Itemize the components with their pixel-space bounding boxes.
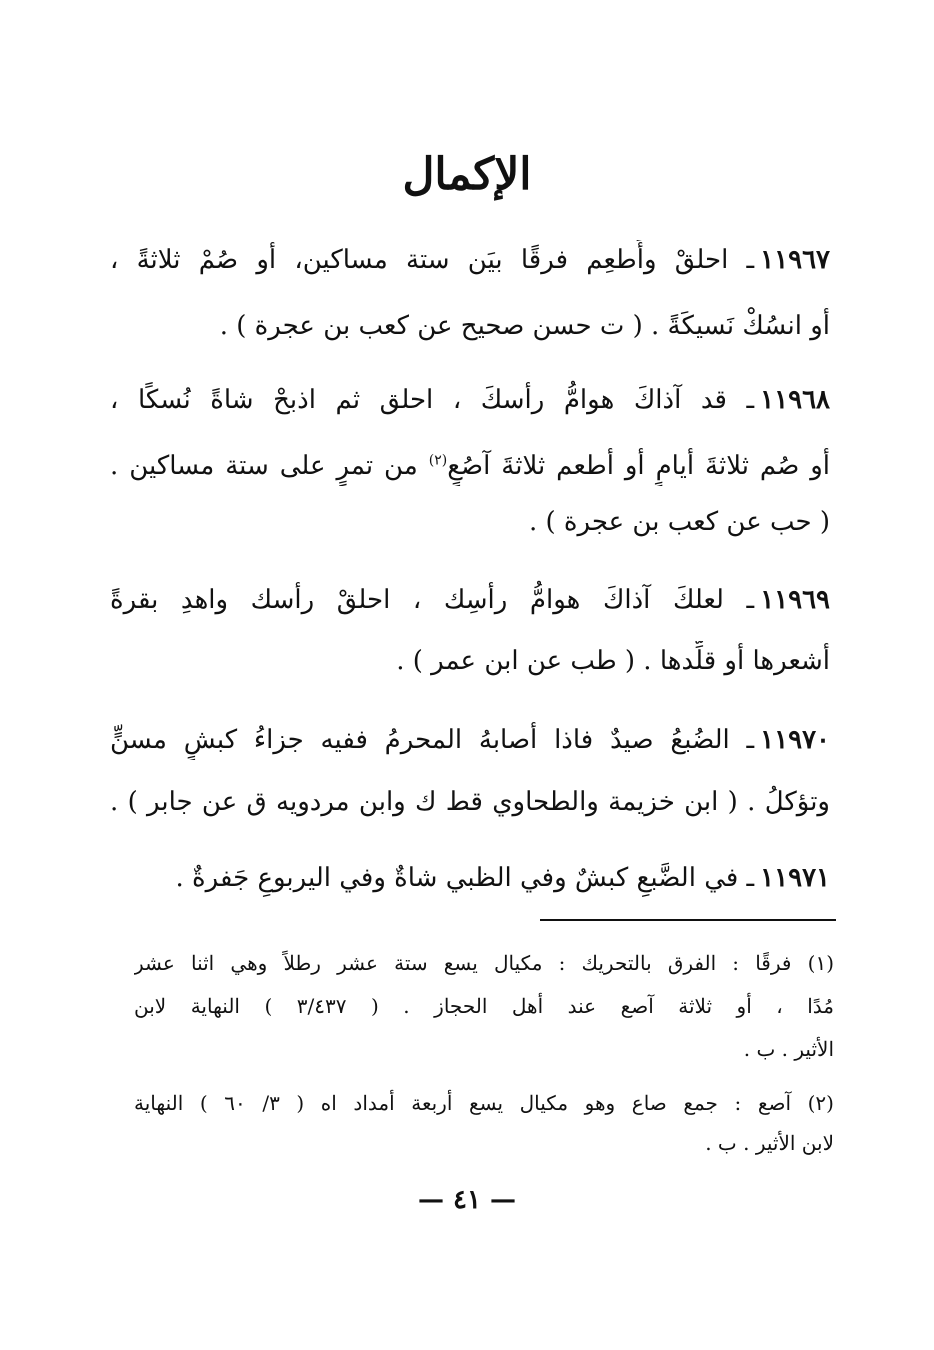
entry-number: ١١٩٧٠ (760, 725, 830, 755)
entry-11969-line-1 (110, 580, 830, 620)
entry-number: ١١٩٦٨ (760, 385, 830, 415)
footnote-1-line-1: (١) فرقًا : الفرق بالتحريك : مكيال يسع ستة عشر رطلاً وهي اثنا عشر (134, 951, 834, 975)
entry-number: ١١٩٧١ (760, 863, 830, 893)
footnote-marker: (٢) (428, 452, 448, 469)
entry-11967-line-2: أو انسُكْ نَسيكَةً . ( ت حسن صحيح عن كعب بن عجرة ) . (219, 311, 830, 341)
entry-text: من تمرٍ على ستة مساكين . (110, 451, 418, 481)
entry-11970-line-1 (110, 720, 830, 760)
entry-text: أو صُم ثلاثةَ أيامٍ أو أطعم ثلاثةَ آصُعٍ (447, 451, 830, 481)
entry-text: ـ الضُبعُ صيدٌ فاذا أصابهُ المحرمُ ففيه جزاءُ كبشٍ مسنٍّ (110, 725, 755, 755)
entry-text: ـ لعلكَ آذاكَ هوامُّ رأسِك ، احلقْ رأسك واهدِ بقرةً (110, 585, 755, 615)
footnote-2-line-2: لابن الأثير . ب . (705, 1131, 834, 1155)
entry-11970-line-2: وتؤكلُ . ( ابن خزيمة والطحاوي قط ك وابن مردويه ق عن جابر ) . (110, 787, 830, 817)
footnote-divider (540, 919, 836, 921)
entry-11969-line-2: أشعرها أو قلِّدها . ( طب عن ابن عمر ) . (396, 646, 830, 676)
entry-number: ١١٩٦٧ (760, 245, 830, 275)
entry-11967-line-1 (110, 240, 830, 280)
entry-text: ـ احلقْ وأَطعِم فرقًا بيَن ستة مساكين، أو صُمْ ثلاثةً ، (110, 245, 755, 275)
page-title: الإكمال (402, 149, 532, 200)
entry-text: ـ قد آذاكَ هوامُّ رأسكَ ، احلق ثم اذبحْ شاةً نُسكًا ، (110, 385, 755, 415)
footnote-1-line-3: الأثير . ب . (743, 1037, 834, 1061)
entry-11971-line-1 (110, 858, 830, 898)
entry-11968-line-2 (110, 446, 830, 486)
footnote-2-line-1: (٢) آصع : جمع صاع وهو مكيال يسع أربعة أمداد اه ( ٣/ ٦٠ ) النهاية (134, 1091, 834, 1115)
page-number: — ٤١ — (417, 1185, 517, 1215)
entry-11968-line-3: ( حب عن كعب بن عجرة ) . (528, 507, 830, 537)
entry-number: ١١٩٦٩ (760, 585, 830, 615)
entry-text: ـ في الضَّبعِ كبشٌ وفي الظبي شاةٌ وفي اليربوعِ جَفرةٌ . (175, 863, 755, 893)
footnote-1-line-2: مُدًا ، أو ثلاثة آصع عند أهل الحجاز . ( ٣/٤٣٧ ) النهاية لابن (134, 994, 834, 1018)
entry-11968-line-1 (110, 380, 830, 420)
